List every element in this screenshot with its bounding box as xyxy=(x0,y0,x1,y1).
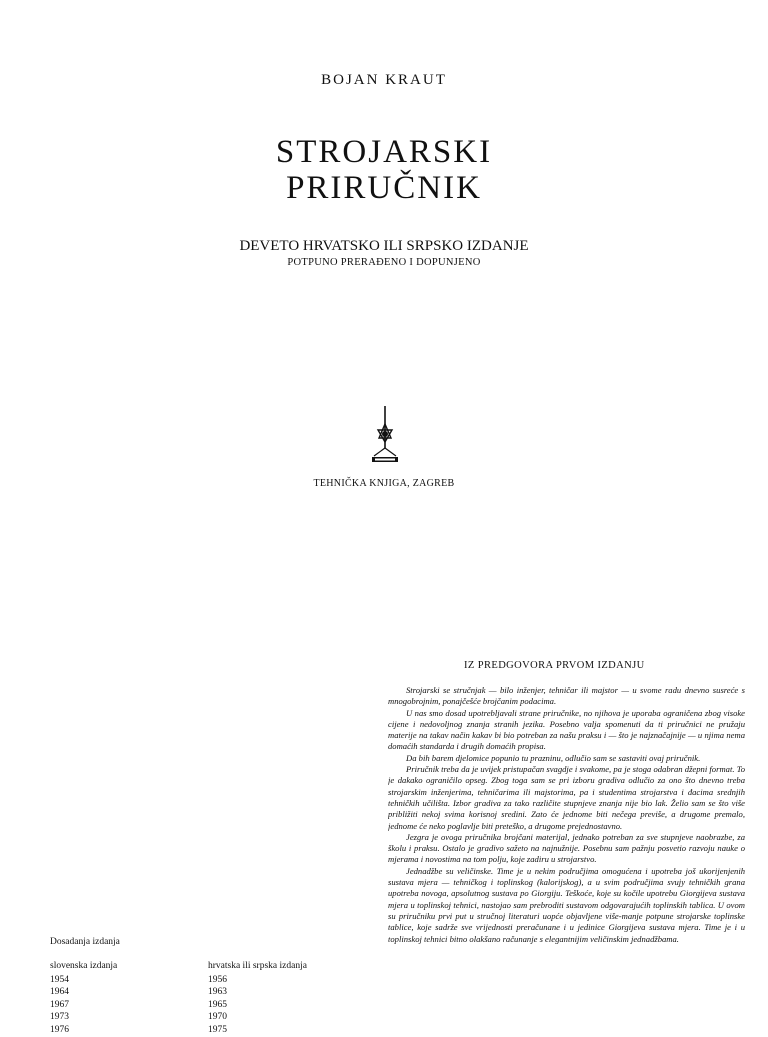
previous-editions-label: Dosadanja izdanja xyxy=(50,937,120,947)
edition-year: 1964 xyxy=(50,987,69,998)
book-title-line-1: STROJARSKI xyxy=(275,134,493,170)
slovenian-editions-header: slovenska izdanja xyxy=(50,961,118,971)
edition-year: 1967 xyxy=(50,999,69,1010)
preface-paragraph: Priručnik treba da je uvijek pristupačan svagdje i svakome, pa je stoga odabran džepni format. To je dakako ograničilo opseg. Zbog toga sam se pri izboru gradiva odlučio za ono što dnevno treba strojarskim inženjerima, tehničarima ili majstorima, pa i studentima strojarstva i đacima srednjih tehničkih učilišta. Izbor gradiva za tako različite stupnjeve znanja nije bio lak. Želio sam se što više približiti nekoj svima korisnoj sredini. Zato će jednome biti nečega previše, a drugome premalo, jednome će neko poglavlje biti preteško, a drugome prejednostavno. xyxy=(388,764,745,831)
book-title xyxy=(0,134,768,206)
preface-heading: IZ PREDGOVORA PRVOM IZDANJU xyxy=(464,660,645,671)
preface-paragraph: Jezgra je ovoga priručnika brojčani materijal, jednako potreban za sve stupnjeve naobrazbe, za školu i praksu. Ostalo je gradivo sažeto na najnužnije. Posebnu sam pažnju posvetio razvoju nauke o mjerama i novostima na tom polju, koje zadiru u strojarstvo. xyxy=(388,831,745,865)
preface-text xyxy=(388,685,745,1024)
preface-paragraph: Strojarski se stručnjak — bilo inženjer, tehničar ili majstor — u svome radu dnevno susreće s mnogobrojnim, ponajčešće brojčanim podacima. xyxy=(388,685,745,707)
preface-paragraph: Da bih barem djelomice popunio tu prazninu, odlučio sam se sastaviti ovaj priručnik. xyxy=(406,752,701,763)
edition-year: 1976 xyxy=(50,1024,69,1035)
edition-year: 1970 xyxy=(208,1012,227,1023)
book-title-line-2: PRIRUČNIK xyxy=(286,170,482,206)
edition-year: 1956 xyxy=(208,974,227,985)
croatian-editions-header: hrvatska ili srpska izdanja xyxy=(208,961,307,971)
edition-year: 1975 xyxy=(208,1024,227,1035)
publisher-name: TEHNIČKA KNJIGA, ZAGREB xyxy=(313,478,455,489)
edition-year: 1954 xyxy=(50,974,69,985)
preface-paragraph: U nas smo dosad upotrebljavali strane priručnike, no njihova je uporaba ograničena zbog visoke cijene i nedovoljnog znanja stranih jezika. Posebno valja spomenuti da ti priručnici ne pružaju materije na takav način kakav bi bio potreban za našu praksu i — što je najznačajnije — u njima nema domaćih standarda i drugih domaćih propisa. xyxy=(388,707,745,752)
publisher-emblem-icon xyxy=(368,404,402,466)
edition-year: 1965 xyxy=(208,999,227,1010)
preface-paragraph: Jednadžbe su veličinske. Time je u nekim područjima omogućena i upotreba još ukorijenjenih sustava mjera — tehničkog i toplinskog (kalorijskog), a u svim područjima svију tehničkih grana upotreba novoga, apsolutnog sustava po Giorgiju. Teškoće, koje su kočile upotrebu Giorgijeva sustava mjera u toplinskoj tehnici, nastojao sam prebroditi sustavom odgovarajućih toplinskih tablica. U ovom su priručniku prvi put u stručnoj literaturi uopće objavljene više-manje potpune strojarske toplinske tablice, koje sadrže sve vrijednosti preračunane i u jedinice Giorgijeva sustava mjera. Time je i u toplinskoj tehnici bitno olakšano računanje s elegantnijim veličinskim jednadžbama. xyxy=(388,865,745,944)
slovenian-editions-list xyxy=(50,960,117,1037)
edition-year: 1973 xyxy=(50,1012,69,1023)
edition-note: POTPUNO PRERAĐENO I DOPUNJENO xyxy=(287,257,481,268)
author-name: BOJAN KRAUT xyxy=(321,72,447,88)
edition-statement: DEVETO HRVATSKO ILI SRPSKO IZDANJE xyxy=(239,238,529,254)
edition-year: 1963 xyxy=(208,987,227,998)
croatian-editions-list xyxy=(208,960,307,1037)
